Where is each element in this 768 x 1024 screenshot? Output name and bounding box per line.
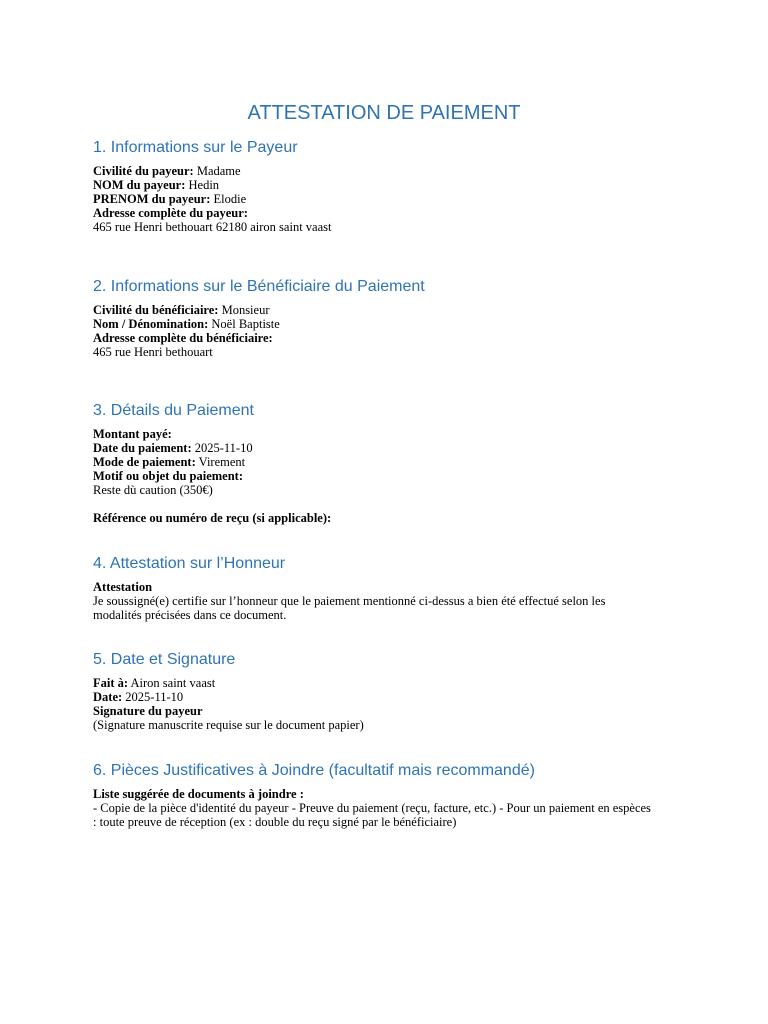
section-date-signature-heading: 5. Date et Signature — [93, 651, 236, 668]
signature-note: (Signature manuscrite requise sur le document papier) — [93, 718, 364, 732]
honour-label-text: Attestation — [93, 580, 153, 594]
beneficiary-name-value: Noël Baptiste — [211, 317, 280, 331]
documents-list-text: - Copie de la pièce d'identité du payeur - Preuve du paiement (reçu, facture, etc.) - Pour un paiement en espèces : toute preuve de réception (ex : double du reçu signé par le bénéficiaire) — [93, 801, 651, 829]
signed-at-value: Airon saint vaast — [130, 676, 216, 690]
section-date-signature — [93, 650, 653, 732]
payment-reason-label: Motif ou objet du paiement: — [93, 469, 243, 483]
beneficiary-civility — [93, 303, 653, 317]
payment-date-label: Date du paiement: — [93, 441, 192, 455]
signature-label-text: Signature du payeur — [93, 704, 203, 718]
payer-address-label: Adresse complète du payeur: — [93, 206, 248, 220]
signed-date-value: 2025-11-10 — [125, 690, 184, 704]
payment-reference — [93, 511, 653, 525]
payer-lastname-label: NOM du payeur: — [93, 178, 186, 192]
payment-reason — [93, 469, 653, 483]
payment-mode-value: Virement — [198, 455, 246, 469]
payer-civility — [93, 164, 653, 178]
section-beneficiary — [93, 277, 653, 359]
section-supporting-documents-heading: 6. Pièces Justificatives à Joindre (facultatif mais recommandé) — [93, 762, 535, 779]
documents-list-label-text: Liste suggérée de documents à joindre : — [93, 787, 304, 801]
documents-list-label — [93, 787, 653, 801]
beneficiary-address-value: 465 rue Henri bethouart — [93, 345, 213, 359]
signed-date-label: Date: — [93, 690, 123, 704]
payment-date — [93, 441, 653, 455]
payer-address-value: 465 rue Henri bethouart 62180 airon saint vaast — [93, 220, 332, 234]
payer-firstname-value: Elodie — [213, 192, 247, 206]
payer-lastname-value: Hedin — [188, 178, 220, 192]
section-honour-heading: 4. Attestation sur l’Honneur — [93, 555, 286, 572]
payment-reference-label: Référence ou numéro de reçu (si applicable): — [93, 511, 332, 525]
section-payer-heading: 1. Informations sur le Payeur — [93, 139, 298, 156]
payer-firstname — [93, 192, 653, 206]
payer-address — [93, 206, 653, 220]
beneficiary-name-label: Nom / Dénomination: — [93, 317, 209, 331]
payment-reason-value: Reste dù caution (350€) — [93, 483, 213, 497]
beneficiary-name — [93, 317, 653, 331]
payer-civility-value: Madame — [196, 164, 241, 178]
payment-date-value: 2025-11-10 — [194, 441, 253, 455]
payment-amount — [93, 427, 653, 441]
honour-label — [93, 580, 653, 594]
section-beneficiary-heading: 2. Informations sur le Bénéficiaire du Paiement — [93, 278, 425, 295]
beneficiary-address — [93, 331, 653, 345]
section-payer — [93, 138, 653, 234]
section-honour-statement — [93, 554, 653, 622]
section-payment-details — [93, 401, 653, 525]
payer-lastname — [93, 178, 653, 192]
signed-at-label: Fait à: — [93, 676, 129, 690]
payment-mode-label: Mode de paiement: — [93, 455, 196, 469]
signature-label — [93, 704, 653, 718]
section-supporting-documents — [93, 761, 653, 829]
payment-mode — [93, 455, 653, 469]
payment-amount-label: Montant payé: — [93, 427, 172, 441]
honour-text: Je soussigné(e) certifie sur l’honneur que le paiement mentionné ci-dessus a bien été effectué selon les modalités précisées dans ce document. — [93, 594, 606, 622]
section-payment-details-heading: 3. Détails du Paiement — [93, 402, 254, 419]
beneficiary-civility-value: Monsieur — [221, 303, 270, 317]
beneficiary-civility-label: Civilité du bénéficiaire: — [93, 303, 219, 317]
signed-at — [93, 676, 653, 690]
spacer — [93, 497, 653, 511]
payer-civility-label: Civilité du payeur: — [93, 164, 194, 178]
signed-date — [93, 690, 653, 704]
document-title: ATTESTATION DE PAIEMENT — [247, 102, 521, 124]
beneficiary-address-label: Adresse complète du bénéficiaire: — [93, 331, 273, 345]
payer-firstname-label: PRENOM du payeur: — [93, 192, 211, 206]
